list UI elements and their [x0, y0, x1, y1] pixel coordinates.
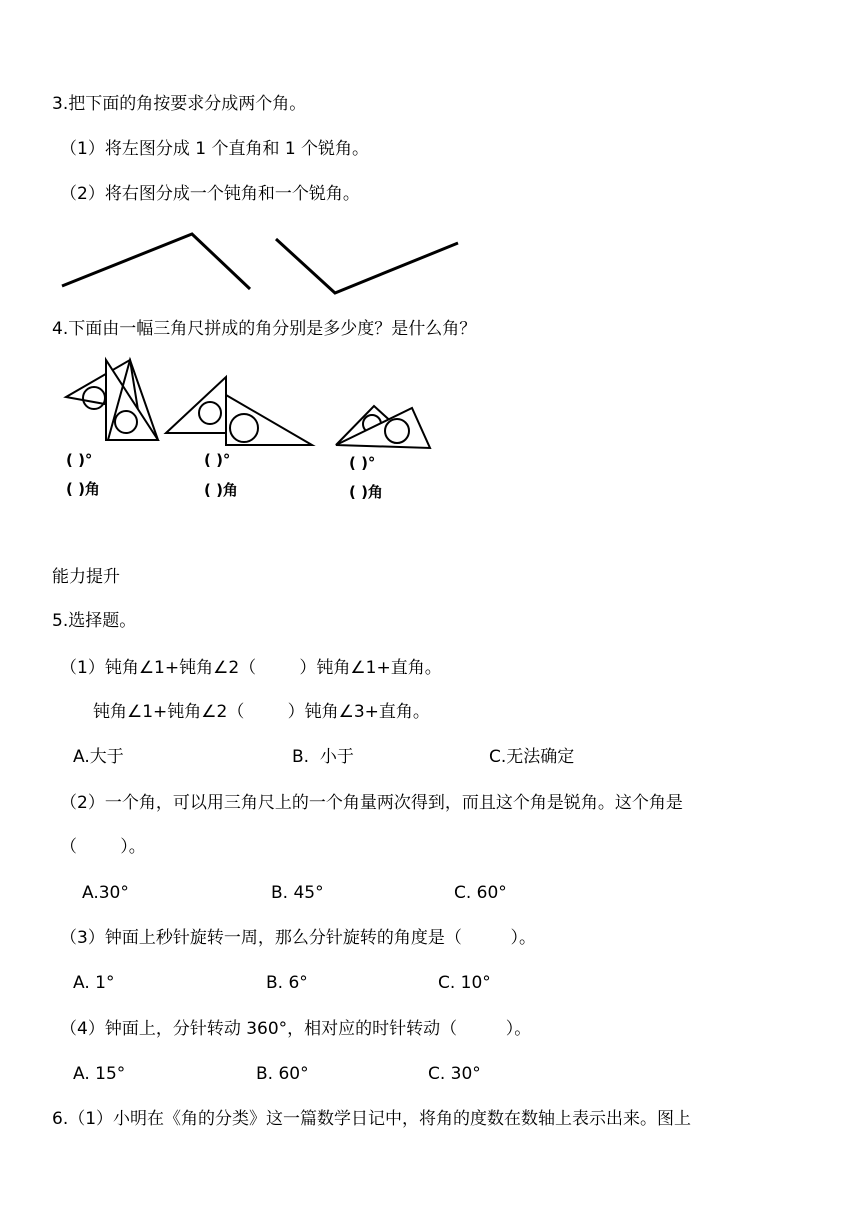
q4-blank-kind-3: ( )角	[349, 483, 383, 501]
q5-part1-option-a[interactable]: A.大于	[73, 747, 124, 767]
section-heading: 能力提升	[52, 567, 120, 587]
q4-blank-degree-1: ( )°	[66, 451, 93, 469]
q5-part2-line2: （ ）。	[60, 837, 146, 857]
q5-part3-line: （3）钟面上秒针旋转一周，那么分针旋转的角度是（ ）。	[60, 928, 536, 948]
q4-triangle-rulers	[0, 350, 860, 510]
q5-part4-line: （4）钟面上，分针转动 360°，相对应的时针转动（ ）。	[60, 1019, 532, 1039]
triangle-pair-1	[66, 360, 158, 440]
q5-part4-option-b[interactable]: B. 60°	[256, 1064, 309, 1084]
q4-blank-kind-2: ( )角	[204, 481, 238, 499]
q5-part4-option-c[interactable]: C. 30°	[428, 1064, 481, 1084]
q5-part3-option-b[interactable]: B. 6°	[266, 973, 308, 993]
q5-part1-line2: 钝角∠1+钝角∠2（ ）钝角∠3+直角。	[93, 702, 430, 722]
q5-part3-option-c[interactable]: C. 10°	[438, 973, 491, 993]
q3-part2: （2）将右图分成一个钝角和一个锐角。	[60, 184, 360, 204]
triangle-pair-2	[166, 377, 312, 445]
q4-title: 4.下面由一幅三角尺拼成的角分别是多少度？是什么角？	[52, 319, 477, 339]
q5-part1-line1: （1）钝角∠1+钝角∠2（ ）钝角∠1+直角。	[60, 658, 442, 678]
q4-blank-kind-1: ( )角	[66, 480, 100, 498]
q5-part2-option-b[interactable]: B. 45°	[271, 883, 324, 903]
q5-part2-line1: （2）一个角，可以用三角尺上的一个角量两次得到，而且这个角是锐角。这个角是	[60, 793, 683, 813]
triangle-pair-3	[336, 406, 430, 448]
q4-blank-degree-2: ( )°	[204, 451, 231, 469]
left-obtuse-angle	[62, 234, 250, 289]
q5-part2-option-c[interactable]: C. 60°	[454, 883, 507, 903]
q3-title: 3.把下面的角按要求分成两个角。	[52, 94, 307, 114]
q5-part1-option-c[interactable]: C.无法确定	[489, 747, 575, 767]
q5-part2-option-a[interactable]: A.30°	[82, 883, 129, 903]
q5-part3-option-a[interactable]: A. 1°	[73, 973, 115, 993]
q4-blank-degree-3: ( )°	[349, 454, 376, 472]
q6-line1: 6.（1）小明在《角的分类》这一篇数学日记中，将角的度数在数轴上表示出来。图上	[52, 1109, 692, 1129]
q5-part1-option-b[interactable]: B. 小于	[292, 747, 354, 767]
q5-part4-option-a[interactable]: A. 15°	[73, 1064, 126, 1084]
right-obtuse-angle	[276, 239, 458, 293]
q3-part1: （1）将左图分成 1 个直角和 1 个锐角。	[60, 139, 370, 159]
q3-angle-figures	[0, 225, 860, 305]
q5-title: 5.选择题。	[52, 611, 137, 631]
